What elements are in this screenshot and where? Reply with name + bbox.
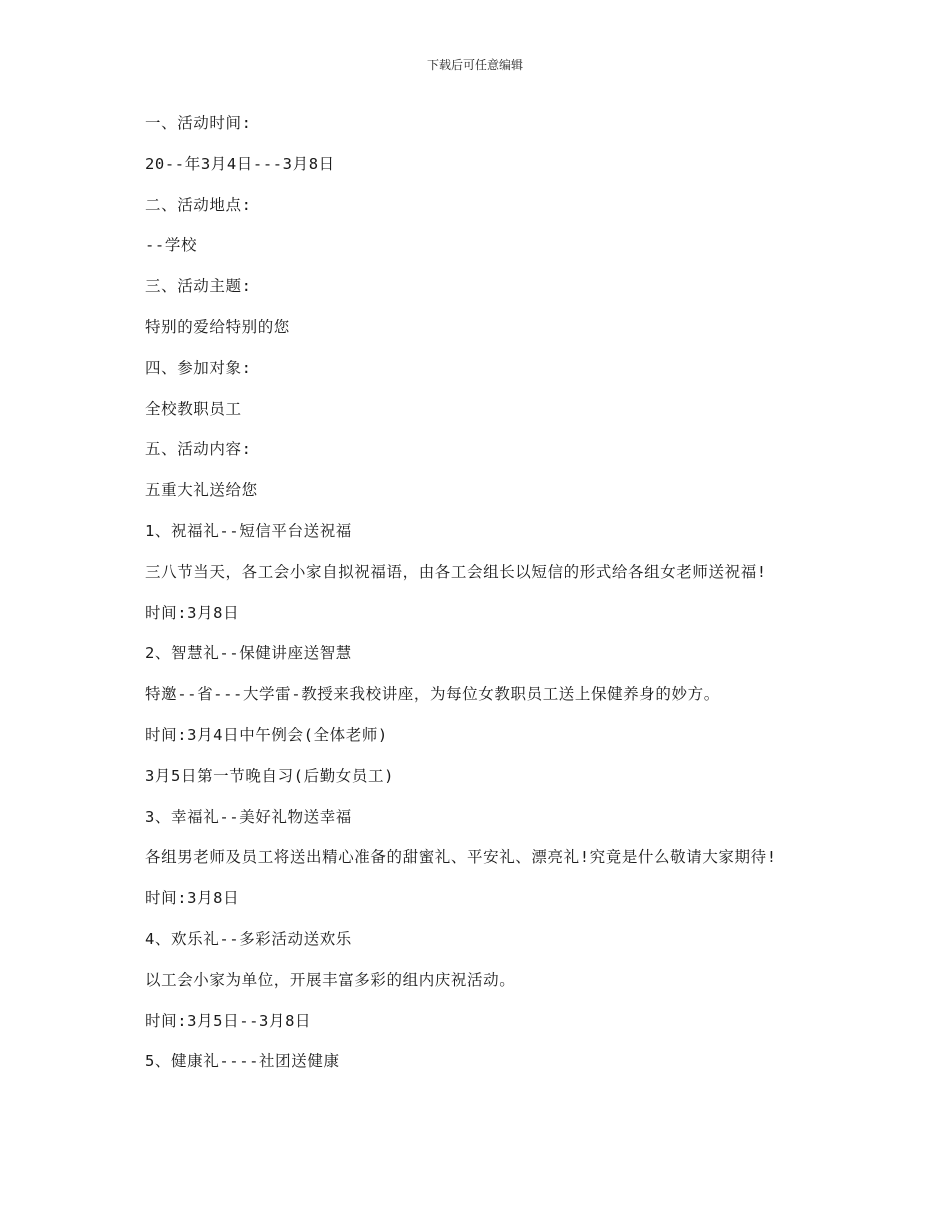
activity-location-value: --学校 (145, 236, 198, 255)
participants-value: 全校教职员工 (145, 399, 242, 418)
gift-1-description: 三八节当天，各工会小家自拟祝福语，由各工会组长以短信的形式给各组女老师送祝福! (145, 562, 767, 581)
gift-4-description: 以工会小家为单位，开展丰富多彩的组内庆祝活动。 (145, 970, 516, 989)
heading-activity-location: 二、活动地点: (145, 195, 252, 214)
document-body (145, 113, 845, 1092)
gift-3-time: 时间:3月8日 (145, 889, 240, 908)
gift-4-time: 时间:3月5日--3月8日 (145, 1011, 312, 1030)
heading-participants: 四、参加对象: (145, 358, 252, 377)
gift-1-time: 时间:3月8日 (145, 603, 240, 622)
gift-2-time: 时间:3月4日中午例会(全体老师) (145, 725, 388, 744)
gift-2-title: 2、智慧礼--保健讲座送智慧 (145, 644, 352, 663)
gift-2-description: 特邀--省---大学雷-教授来我校讲座，为每位女教职员工送上保健养身的妙方。 (145, 685, 720, 704)
activity-theme-value: 特别的爱给特别的您 (145, 317, 290, 336)
gift-4-title: 4、欢乐礼--多彩活动送欢乐 (145, 929, 352, 948)
gift-5-title: 5、健康礼----社团送健康 (145, 1052, 340, 1071)
heading-activity-theme: 三、活动主题: (145, 277, 252, 296)
gift-2-time-extra: 3月5日第一节晚自习(后勤女员工) (145, 766, 395, 785)
heading-activity-time: 一、活动时间: (145, 114, 252, 132)
activity-content-intro: 五重大礼送给您 (145, 481, 258, 500)
gift-1-title: 1、祝福礼--短信平台送祝福 (145, 521, 352, 540)
heading-activity-content: 五、活动内容: (145, 440, 252, 459)
gift-3-title: 3、幸福礼--美好礼物送幸福 (145, 807, 352, 826)
page-header-note: 下载后可任意编辑 (426, 58, 523, 72)
gift-3-description: 各组男老师及员工将送出精心准备的甜蜜礼、平安礼、漂亮礼!究竟是什么敬请大家期待! (145, 848, 777, 867)
activity-time-value: 20--年3月4日---3月8日 (145, 154, 335, 173)
